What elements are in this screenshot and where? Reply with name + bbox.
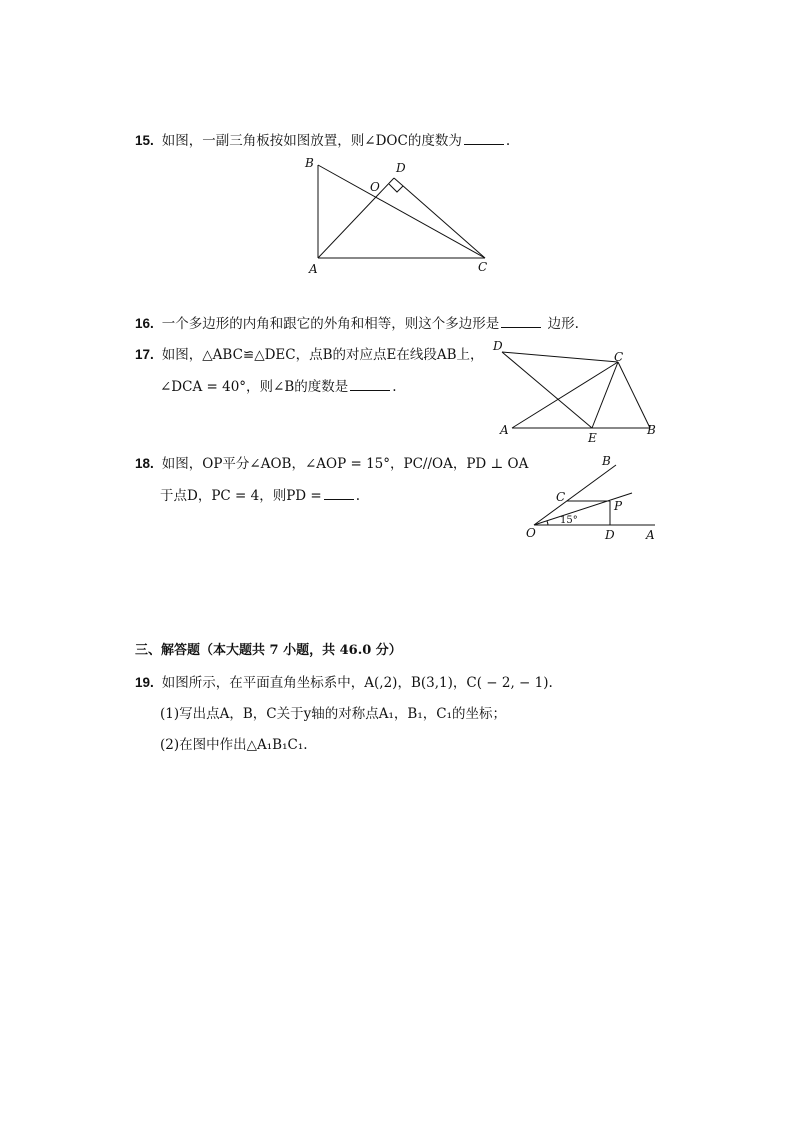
q18-label-c: C bbox=[556, 490, 566, 504]
q19-text-line-2 bbox=[160, 705, 506, 723]
q15-text-line bbox=[135, 132, 510, 150]
q19-stem-1: 如图所示，在平面直角坐标系中，A(,2)，B(3,1)，C( − 2, − 1). bbox=[161, 675, 553, 691]
q17-segment-de bbox=[502, 352, 592, 428]
q16-answer-blank bbox=[501, 315, 541, 328]
q15-label-a: A bbox=[309, 262, 318, 276]
q19-text-line-1 bbox=[135, 674, 553, 692]
q18-angle-arc bbox=[547, 521, 548, 525]
q17-segment-dc bbox=[502, 352, 618, 362]
q18-text-line-1 bbox=[135, 455, 528, 473]
q19-part-1: (1)写出点A，B，C关于y轴的对称点A₁，B₁，C₁的坐标； bbox=[160, 706, 506, 722]
q15-label-c: C bbox=[478, 260, 488, 274]
q15-stem: 如图，一副三角板按如图放置，则∠DOC的度数为 bbox=[161, 133, 462, 149]
q17-label-a: A bbox=[500, 423, 509, 437]
q19-number: 19. bbox=[135, 675, 154, 690]
q16-tail: 边形. bbox=[543, 316, 579, 332]
q15-answer-blank bbox=[464, 132, 504, 145]
section-3-title: 三、解答题（本大题共 7 小题，共 46.0 分） bbox=[135, 643, 402, 658]
q17-stem-1: 如图，△ABC≌△DEC，点B的对应点E在线段AB上， bbox=[161, 347, 484, 363]
q15-label-d: D bbox=[396, 161, 406, 175]
q18-text-line-2 bbox=[160, 487, 360, 505]
q15-label-o: O bbox=[370, 180, 380, 194]
q17-answer-blank bbox=[350, 378, 390, 391]
q18-figure bbox=[520, 455, 665, 545]
q17-tail: . bbox=[392, 379, 397, 395]
q16-number: 16. bbox=[135, 316, 154, 331]
q18-stem-2: 于点D，PC = 4，则PD = bbox=[160, 488, 322, 504]
q17-text-line-1 bbox=[135, 346, 484, 364]
q17-segment-ec bbox=[592, 362, 618, 428]
q17-label-b: B bbox=[647, 423, 656, 437]
q18-label-d: D bbox=[605, 528, 615, 542]
q15-tail: . bbox=[505, 133, 511, 149]
q18-stem-1: 如图，OP平分∠AOB，∠AOP = 15°，PC//OA，PD ⊥ OA bbox=[161, 456, 529, 472]
q15-segment-ad bbox=[318, 178, 394, 258]
q18-angle-label: 15° bbox=[560, 515, 578, 526]
q19-part-2: (2)在图中作出△A₁B₁C₁. bbox=[160, 737, 308, 753]
q18-answer-blank bbox=[324, 487, 354, 500]
q17-segment-cb bbox=[618, 362, 650, 428]
q18-tail: . bbox=[355, 488, 361, 504]
q18-number: 18. bbox=[135, 456, 154, 471]
q15-number: 15. bbox=[135, 133, 154, 148]
q17-segment-ac bbox=[512, 362, 618, 428]
q19-text-line-3 bbox=[160, 736, 308, 754]
q18-label-o: O bbox=[526, 526, 536, 540]
q17-number: 17. bbox=[135, 347, 154, 362]
q17-label-e: E bbox=[588, 431, 597, 445]
q17-text-line-2 bbox=[160, 378, 397, 396]
q16-stem: 一个多边形的内角和跟它的外角和相等，则这个多边形是 bbox=[161, 316, 500, 332]
q15-label-b: B bbox=[305, 156, 314, 170]
q18-label-p: P bbox=[614, 499, 623, 513]
q17-label-d: D bbox=[493, 339, 503, 353]
q17-figure bbox=[495, 340, 665, 445]
q17-stem-2: ∠DCA = 40°，则∠B的度数是 bbox=[160, 379, 349, 395]
q15-segment-bc bbox=[318, 165, 485, 258]
q18-label-a: A bbox=[646, 528, 655, 542]
q17-label-c: C bbox=[614, 350, 624, 364]
q18-label-b: B bbox=[602, 454, 611, 468]
q16-text-line bbox=[135, 315, 579, 333]
q15-segment-dc bbox=[394, 178, 485, 258]
q15-figure bbox=[300, 155, 500, 280]
q15-right-angle-mark bbox=[389, 184, 403, 192]
